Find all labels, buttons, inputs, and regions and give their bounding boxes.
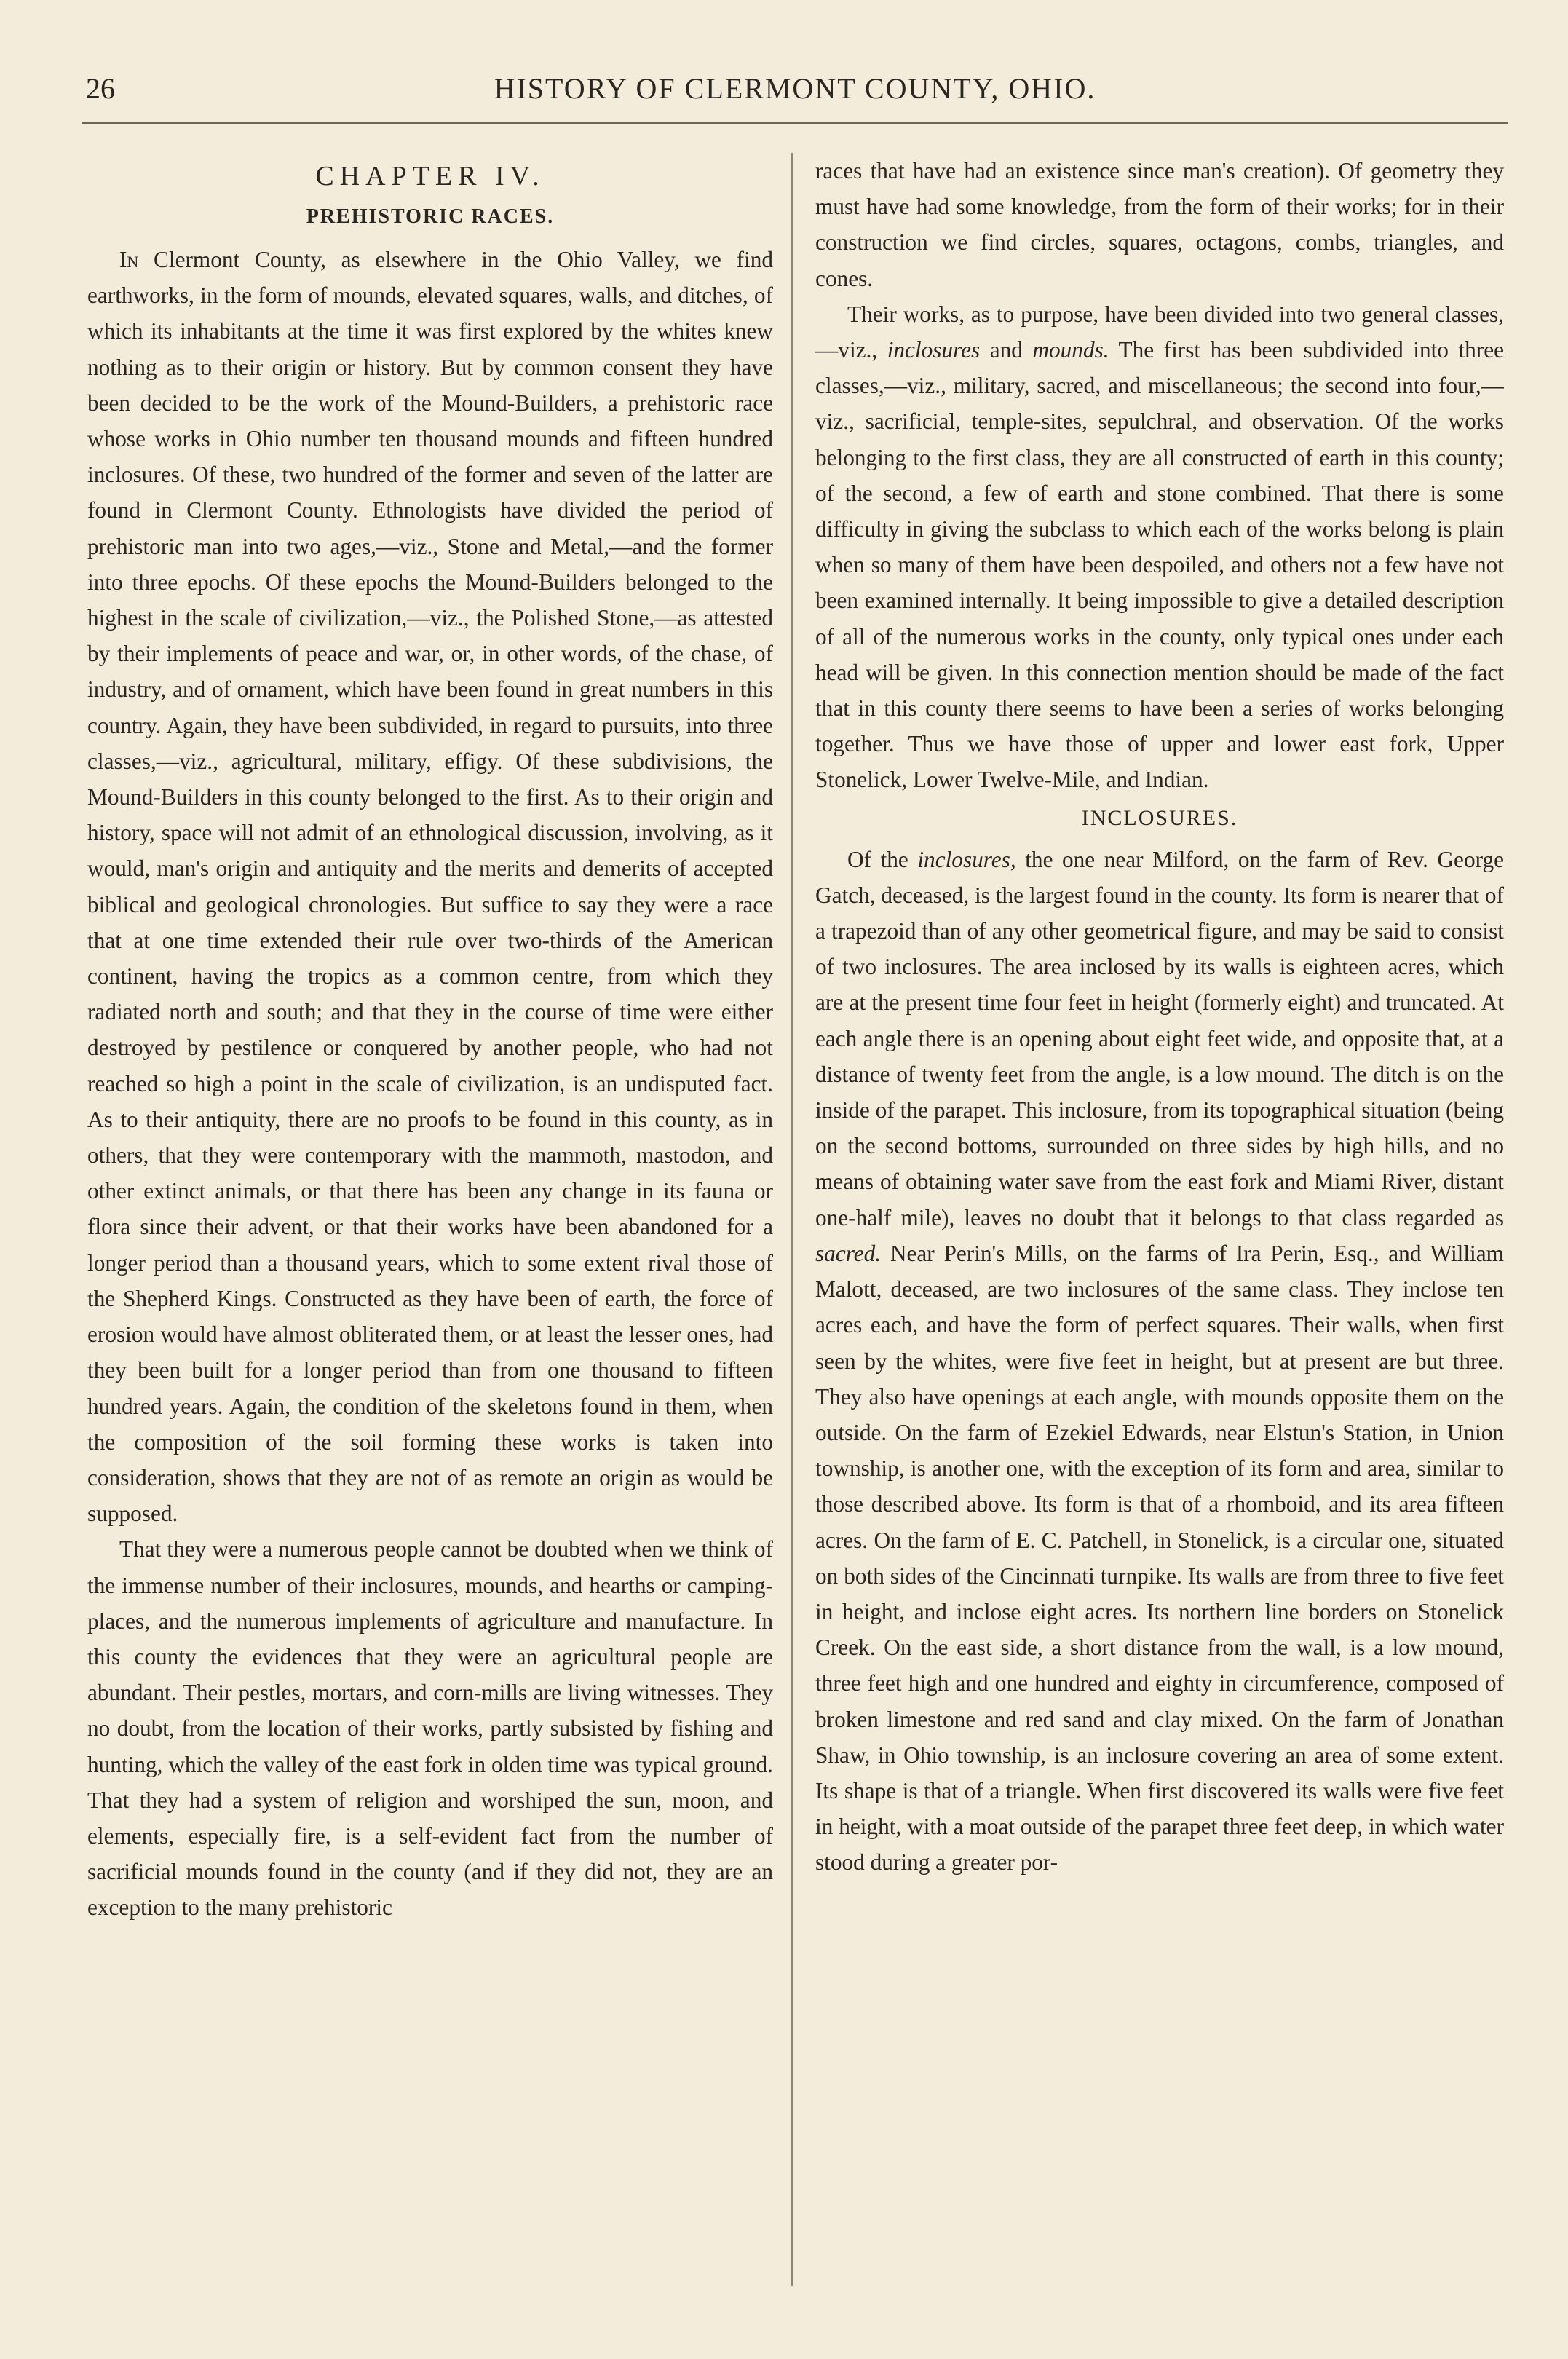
page-header [82,70,1508,122]
paragraph-intro [87,242,773,1531]
italic-term: inclosures [887,337,981,363]
paragraph-text: Of the [847,846,908,872]
header-rule [82,122,1508,124]
paragraph-continued: races that have had an existence since man's creation). Of geometry they must have had some knowledge, from the form of their works; for in their construction we find circles, squares, octagons, combs, triangles, and cones. [815,158,1504,291]
chapter-title: CHAPTER IV. [315,161,545,191]
section-title: PREHISTORIC RACES. [306,205,555,228]
running-title: HISTORY OF CLERMONT COUNTY, OHIO. [494,72,1096,105]
subheading-inclosures: INCLOSURES. [1081,805,1238,830]
paragraph-text: and [989,337,1023,363]
page-number: 26 [86,72,115,105]
paragraph-works-purpose [815,296,1504,798]
paragraph-numerous-people: That they were a numerous people cannot be doubted when we think of the immense number of their inclosures, mounds, and hearths or camping-places, and the numerous implements of agriculture and manufacture. In this county the evidences that they were an agricultural people are abundant. Their pestles, mortars, and corn-mills are living witnesses. They no doubt, from the location of their works, partly subsisted by fishing and hunting, which the valley of the east fork in olden time was typical ground. That they had a system of religion and worshiped the sun, moon, and elements, especially fire, is a self-evident fact from the number of sacrificial mounds found in the county (and if they did not, they are an exception to the many prehistoric [87,1536,773,1921]
italic-term: inclosures, [917,846,1016,872]
drop-lead-word: In [119,247,139,272]
left-column [87,153,773,2286]
right-column [815,153,1504,2286]
paragraph-text: Near Perin's Mills, on the farms of Ira Perin, Esq., and William Malott, deceased, are two inclosures of the same class. They inclose ten acres each, and have the form of perfect squares. Their walls, when first seen by the whites, were five feet in height, but at present are but three. They also have openings at each angle, with mounds opposite them on the outside. On the farm of Ezekiel Edwards, near Elstun's Station, in Union township, is another one, with the exception of its form and area, similar to those described above. Its form is that of a rhomboid, and its area fifteen acres. On the farm of E. C. Patchell, in Stonelick, is a circular one, situated on both sides of the Cincinnati turnpike. Its walls are from three to five feet in height, and inclose eight acres. Its northern line borders on Stonelick Creek. On the east side, a short distance from the wall, is a low mound, three feet high and one hundred and eighty in circumference, composed of broken limestone and red sand and clay mixed. On the farm of Jonathan Shaw, in Ohio township, is an inclosure covering an area of some extent. Its shape is that of a triangle. When first discovered its walls were five feet in height, with a moat outside of the parapet three feet deep, in which water stood during a greater por- [815,1240,1504,1876]
italic-term: sacred. [815,1240,882,1266]
italic-term: mounds. [1032,337,1109,363]
paragraph-text: Their works, as to purpose, have been divided into two general classes,—viz., [815,301,1504,363]
paragraph-inclosures [815,842,1504,1881]
paragraph-text: Clermont County, as elsewhere in the Ohio Valley, we find earthworks, in the form of mounds, elevated squares, walls, and ditches, of which its inhabitants at the time it was first explored by the whites knew nothing as to their origin or history. But by common consent they have been decided to be the work of the Mound-Builders, a prehistoric race whose works in Ohio number ten thousand mounds and fifteen hundred inclosures. Of these, two hundred of the former and seven of the latter are found in Clermont County. Ethnologists have divided the period of prehistoric man into two ages,—viz., Stone and Metal,—and the former into three epochs. Of these epochs the Mound-Builders belonged to the highest in the scale of civilization,—viz., the Polished Stone,—as attested by their implements of peace and war, or, in other words, of the chase, of industry, and of ornament, which have been found in great numbers in this country. Again, they have been subdivided, in regard to pursuits, into three classes,—viz., agricultural, military, effigy. Of these subdivisions, the Mound-Builders in this county belonged to the first. As to their origin and history, space will not admit of an ethnological discussion, involving, as it would, man's origin and antiquity and the merits and demerits of accepted biblical and geological chronologies. But suffice to say they were a race that at one time extended their rule over two-thirds of the American continent, having the tropics as a common centre, from which they radiated north and south; and that they in the course of time were either destroyed by pestilence or conquered by another people, who had not reached so high a point in the scale of civilization, is an undisputed fact. As to their antiquity, there are no proofs to be found in this county, as in others, that they were contemporary with the mammoth, mastodon, and other extinct animals, or that there has been any change in its fauna or flora since their advent, or that their works have been abandoned for a longer period than a thousand years, which to some extent rival those of the Shepherd Kings. Constructed as they have been of earth, the force of erosion would have almost obliterated them, or at least the lesser ones, had they been built for a longer period than from one thousand to fifteen hundred years. Again, the condition of the skeletons found in them, when the composition of the soil forming these works is taken into consideration, shows that they are not of as remote an origin as would be supposed. [87,247,773,1527]
paragraph-text: the one near Milford, on the farm of Rev. George Gatch, deceased, is the largest found in the county. Its form is nearer that of a trapezoid than of any other geometrical figure, and may be said to consist of two inclosures. The area inclosed by its walls is eighteen acres, which are at the present time four feet in height (formerly eight) and truncated. At each angle there is an opening about eight feet wide, and opposite that, at a distance of twenty feet from the angle, is a low mound. The ditch is on the inside of the parapet. This inclosure, from its topographical situation (being on the second bottoms, surrounded on three sides by high hills, and no means of obtaining water save from the east fork and Miami River, distant one-half mile), leaves no doubt that it belongs to that class regarded as [815,846,1504,1230]
paragraph-text: The first has been subdivided into three classes,—viz., military, sacred, and miscellaneous; the second into four,—viz., sacrificial, temple-sites, sepulchral, and observation. Of the works belonging to the first class, they are all constructed of earth in this county; of the second, a few of earth and stone combined. That there is some difficulty in giving the subclass to which each of the works belong is plain when so many of them have been despoiled, and others not a few have not been examined internally. It being impossible to give a detailed description of all of the numerous works in the county, only typical ones under each head will be given. In this connection mention should be made of the fact that in this county there seems to have been a series of works belonging together. Thus we have those of upper and lower east fork, Upper Stonelick, Lower Twelve-Mile, and Indian. [815,337,1504,793]
column-divider [791,153,793,2286]
